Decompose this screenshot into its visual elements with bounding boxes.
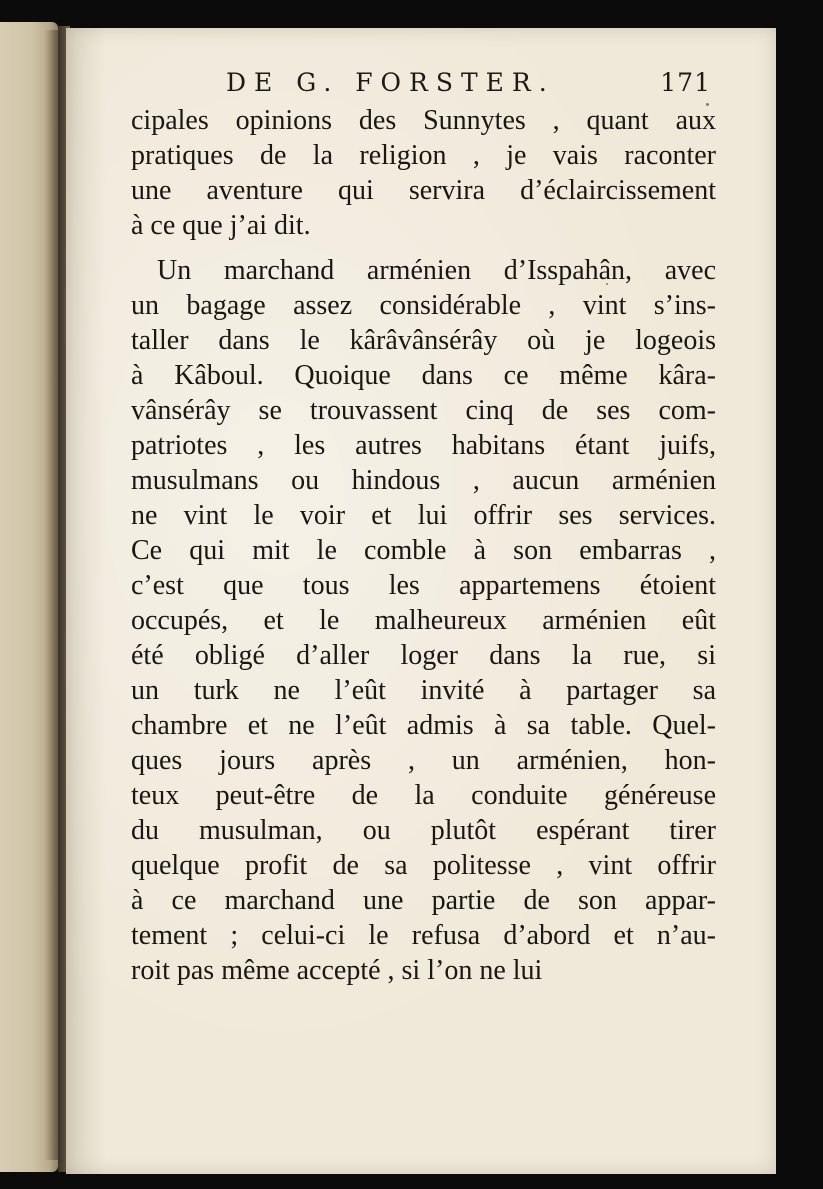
text-line: patriotes , les autres habitans étant juifs, (131, 430, 716, 461)
text-line: Ce qui mit le comble à son embarras , (131, 535, 716, 566)
text-line: ne vint le voir et lui offrir ses services. (131, 500, 716, 531)
text-line: du musulman, ou plutôt espérant tirer (131, 815, 716, 846)
page-header (226, 68, 711, 108)
text-line: un turk ne l’eût invité à partager sa (131, 675, 716, 706)
text-line: ques jours après , un arménien, hon- (131, 745, 716, 776)
right-page (66, 28, 776, 1174)
text-line: musulmans ou hindous , aucun arménien (131, 465, 716, 496)
text-line: un bagage assez considérable , vint s’ins- (131, 290, 716, 321)
left-page-shadow (44, 30, 58, 1160)
text-line: tement ; celui-ci le refusa d’abord et n’au- (131, 920, 716, 951)
text-line: roit pas même accepté , si l’on ne lui (131, 955, 543, 986)
text-line: occupés, et le malheureux arménien eût (131, 605, 716, 636)
text-line: à Kâboul. Quoique dans ce même kâra- (131, 360, 716, 391)
body-text (131, 103, 716, 988)
text-line: une aventure qui servira d’éclaircissement (131, 175, 716, 206)
text-line: c’est que tous les appartemens étoient (131, 570, 716, 601)
paragraph-break (131, 243, 716, 253)
text-line: quelque profit de sa politesse , vint offrir (131, 850, 716, 881)
text-line: chambre et ne l’eût admis à sa table. Quel- (131, 710, 716, 741)
text-line: à ce que j’ai dit. (131, 210, 311, 241)
text-line: à ce marchand une partie de son appar- (131, 885, 716, 916)
text-line: pratiques de la religion , je vais raconter (131, 140, 716, 171)
text-line: taller dans le kârâvânsérây où je logeois (131, 325, 716, 356)
text-line: cipales opinions des Sunnytes , quant aux (131, 105, 716, 136)
text-line: teux peut-être de la conduite généreuse (131, 780, 716, 811)
text-line: été obligé d’aller loger dans la rue, si (131, 640, 716, 671)
running-head: DE G. FORSTER. (226, 68, 555, 97)
page-number: 171 (660, 68, 711, 97)
text-line: vânsérây se trouvassent cinq de ses com- (131, 395, 716, 426)
text-line: Un marchand arménien d’Isspahân, avec (157, 255, 716, 286)
